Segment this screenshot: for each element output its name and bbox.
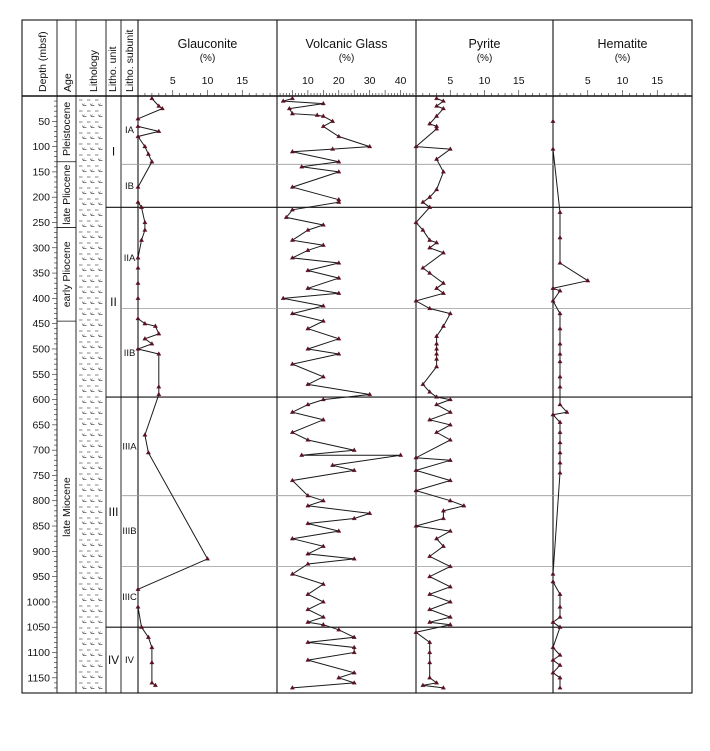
series-line-pyrite [416, 99, 464, 688]
depth-tick-label: 150 [32, 166, 50, 179]
data-point [136, 256, 140, 260]
litho-subunit-iv: IV [125, 655, 134, 667]
depth-axis-title: Depth (mbsf) [37, 31, 49, 92]
depth-tick-label: 100 [32, 141, 50, 154]
data-point [428, 650, 432, 654]
data-point [139, 238, 143, 242]
x-tick-label: 10 [616, 75, 629, 87]
data-point [143, 321, 147, 325]
depth-tick-label: 1050 [26, 621, 50, 634]
depth-tick-label: 650 [32, 419, 50, 432]
data-point [558, 385, 562, 389]
data-point [150, 660, 154, 664]
litho-unit-column-title: Litho. unit [107, 46, 119, 92]
depth-tick-label: 850 [32, 520, 50, 533]
x-tick-label: 15 [236, 75, 249, 87]
data-point [150, 342, 154, 346]
depth-tick-label: 450 [32, 318, 50, 331]
data-point [428, 660, 432, 664]
depth-tick-label: 1100 [27, 647, 50, 660]
litho-subunit-ib: IB [125, 180, 134, 192]
litho-subunit-iiib: IIIB [122, 526, 137, 538]
data-point [157, 392, 161, 396]
series-unit: (%) [614, 53, 631, 64]
age-column-title: Age [62, 73, 74, 92]
x-tick-label: 20 [332, 75, 345, 87]
data-point [428, 271, 432, 275]
data-point [136, 316, 140, 320]
data-point [428, 640, 432, 644]
litho-unit-ii: II [110, 295, 117, 310]
data-point [352, 650, 356, 654]
data-point [441, 516, 445, 520]
data-point [150, 645, 154, 649]
data-point [136, 296, 140, 300]
data-point [143, 220, 147, 224]
data-point [150, 159, 154, 163]
data-point [136, 200, 140, 204]
age-label-early-pliocene: early Pliocene [61, 241, 73, 308]
data-point [150, 681, 154, 685]
depth-tick-label: 550 [32, 368, 50, 381]
data-point [434, 342, 438, 346]
x-tick-label: 10 [478, 75, 491, 87]
depth-tick-label: 250 [32, 216, 50, 229]
data-point [428, 245, 432, 249]
data-point [434, 357, 438, 361]
data-point [434, 157, 438, 161]
data-point [421, 266, 425, 270]
data-point [558, 326, 562, 330]
data-point [558, 430, 562, 434]
data-point [434, 364, 438, 368]
panel-glauconite [136, 37, 277, 687]
depth-tick-label: 400 [32, 292, 50, 305]
series-title: Pyrite [468, 37, 501, 51]
depth-tick-label: 350 [32, 267, 50, 280]
depth-tick-label: 50 [38, 115, 50, 128]
depth-tick-label: 300 [32, 242, 50, 255]
data-point [434, 104, 438, 108]
depth-tick-label: 500 [32, 343, 50, 356]
data-panels [136, 37, 692, 689]
data-point [558, 210, 562, 214]
data-point [558, 450, 562, 454]
x-tick-label: 30 [363, 75, 376, 87]
x-tick-label: 5 [447, 75, 454, 87]
series-unit: (%) [199, 53, 216, 64]
data-point [434, 352, 438, 356]
depth-tick-label: 800 [32, 495, 50, 508]
data-point [551, 147, 555, 151]
data-point [146, 152, 150, 156]
data-point [551, 620, 555, 624]
series-line-hematite [553, 121, 588, 688]
data-point [434, 347, 438, 351]
data-point [558, 374, 562, 378]
litho-unit-iii: III [108, 505, 119, 520]
data-point [157, 331, 161, 335]
data-point [558, 686, 562, 690]
litho-subunit-iiic: IIIC [122, 591, 137, 603]
data-point [558, 663, 562, 667]
data-point [428, 554, 432, 558]
x-tick-label: 40 [394, 75, 407, 87]
data-point [558, 359, 562, 363]
data-point [558, 402, 562, 406]
litho-subunit-column-title: Litho. subunit [124, 29, 136, 92]
data-point [434, 187, 438, 191]
data-point [558, 615, 562, 619]
depth-tick-label: 200 [32, 191, 50, 204]
data-point [434, 681, 438, 685]
data-point [551, 119, 555, 123]
depth-tick-label: 750 [32, 469, 50, 482]
litho-unit-iv: IV [107, 653, 120, 668]
data-point [428, 675, 432, 679]
litho-subunit-iiia: IIIA [122, 441, 137, 453]
data-point [551, 572, 555, 576]
data-point [558, 440, 562, 444]
x-tick-label: 15 [651, 75, 664, 87]
data-point [551, 645, 555, 649]
data-point [157, 385, 161, 389]
data-point [551, 579, 555, 583]
x-tick-label: 10 [302, 75, 314, 87]
data-point [558, 460, 562, 464]
depth-tick-label: 600 [32, 394, 50, 407]
data-point [558, 471, 562, 475]
lithology-pattern [79, 100, 103, 689]
data-point [441, 291, 445, 295]
depth-tick-label: 950 [32, 571, 50, 584]
age-label-late-pliocene: late Pliocene [61, 164, 73, 225]
series-title: Hematite [597, 37, 648, 51]
data-point [558, 235, 562, 239]
data-point [143, 228, 147, 232]
data-point [558, 605, 562, 609]
series-line-volcanic-glass [283, 99, 400, 688]
data-point [136, 124, 140, 128]
data-point [136, 281, 140, 285]
litho-subunit-iib: IIB [123, 347, 136, 359]
data-point [558, 261, 562, 265]
litho-subunit-ia: IA [125, 125, 134, 137]
data-point [398, 453, 402, 457]
litho-unit-i: I [111, 144, 116, 159]
litho-subunit-iia: IIA [123, 252, 136, 264]
panel-pyrite [414, 37, 553, 689]
data-point [434, 286, 438, 290]
age-label-pleistocene: Pleistocene [61, 101, 73, 157]
series-line-glauconite [138, 99, 208, 686]
depth-tick-label: 900 [32, 545, 50, 558]
panel-volcanic-glass [277, 37, 416, 689]
depth-tick-label: 700 [32, 444, 50, 457]
depth-tick-label: 1000 [26, 596, 50, 609]
depth-tick-label: 1150 [27, 672, 50, 685]
x-tick-label: 5 [169, 75, 176, 87]
data-point [558, 342, 562, 346]
data-point [136, 266, 140, 270]
x-tick-label: 10 [201, 75, 214, 87]
x-tick-label: 15 [512, 75, 525, 87]
data-point [146, 450, 150, 454]
data-point [143, 433, 147, 437]
series-unit: (%) [338, 53, 355, 64]
series-title: Volcanic Glass [305, 37, 388, 51]
series-title: Glauconite [177, 37, 238, 51]
panel-hematite [551, 37, 692, 689]
series-unit: (%) [476, 53, 493, 64]
data-point [136, 605, 140, 609]
data-point [441, 281, 445, 285]
x-tick-label: 5 [584, 75, 591, 87]
data-point [421, 200, 425, 204]
data-point [558, 352, 562, 356]
lithology-column-title: Lithology [88, 49, 100, 92]
age-label-late-miocene: late Miocene [61, 477, 73, 537]
